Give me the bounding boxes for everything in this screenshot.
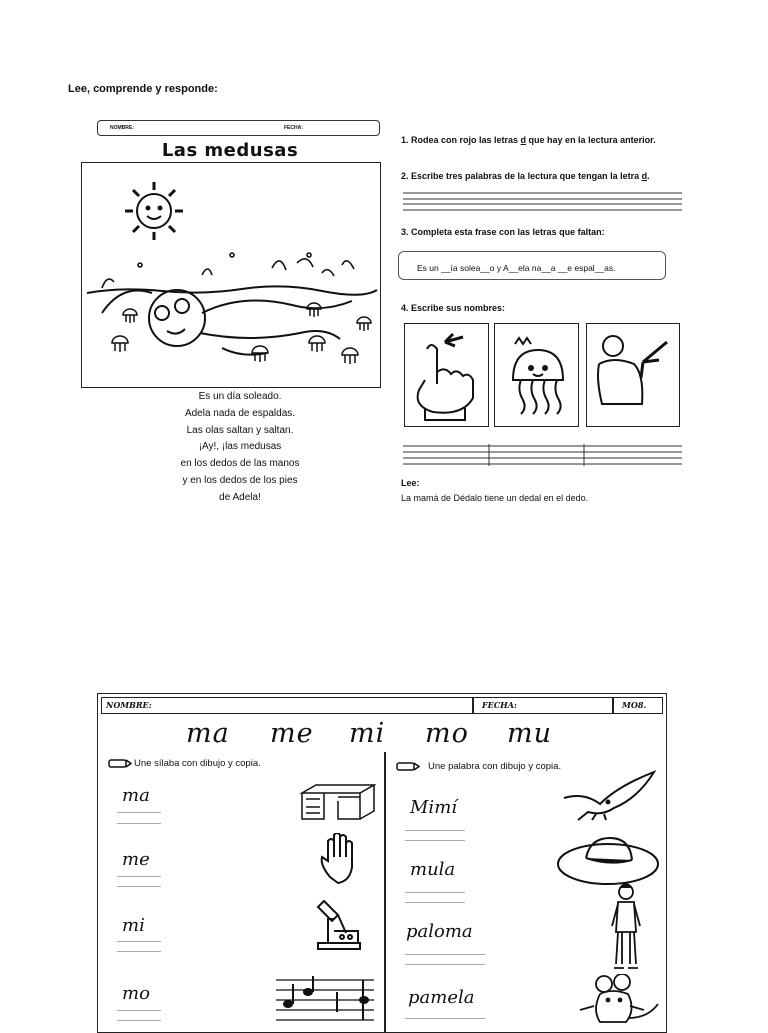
left-item-ma: ma (122, 785, 150, 806)
name-label: NOMBRE: (106, 700, 152, 710)
question-1: 1. Rodea con rojo las letras d que hay en la lectura anterior. (401, 135, 656, 145)
syllable-mu: mu (507, 718, 552, 749)
name-date-bar (97, 120, 380, 136)
read-label: Lee: (401, 478, 420, 488)
finger-picture (404, 323, 489, 427)
date-label: FECHA: (482, 700, 517, 710)
name-label: NOMBRE: (110, 125, 134, 131)
shoulder-arrow-icon (587, 324, 679, 426)
worksheet-title: Las medusas (161, 140, 299, 161)
pencil-icon (396, 759, 420, 777)
poem-line: ¡Ay!, ¡las medusas (198, 441, 282, 453)
writing-lines-q2[interactable] (403, 191, 682, 211)
poem-line: de Adela! (219, 491, 261, 503)
shoulder-picture (586, 323, 680, 427)
sun-icon (125, 182, 183, 240)
poem-line: Adela nada de espaldas. (184, 407, 296, 419)
desk-icon (298, 783, 376, 826)
jellyfish-picture (494, 323, 579, 427)
syllable-ma: ma (186, 718, 230, 749)
syllable-mo: mo (425, 718, 469, 749)
right-item-mula: mula (410, 859, 456, 880)
poem-line: y en los dedos de los pies (182, 474, 298, 486)
music-notes-icon (276, 974, 374, 1029)
left-item-mi: mi (122, 915, 145, 936)
read-sentence: La mamá de Dédalo tiene un dedal en el dedo. (401, 493, 589, 503)
swimming-illustration (81, 162, 381, 388)
jellyfish-icon (495, 324, 578, 426)
fill-in-sentence[interactable]: Es un __ía solea__o y A__ela na__a __e espal__as. (398, 251, 666, 280)
girl-swimming-icon (102, 290, 352, 355)
right-item-pamela: pamela (408, 987, 475, 1008)
microscope-icon (314, 895, 366, 960)
left-item-mo: mo (122, 983, 150, 1004)
mouse-icon (574, 974, 666, 1029)
intro-instruction: Lee, comprende y responde: (68, 83, 218, 95)
poem-line: en los dedos de las manos (180, 458, 300, 470)
poem-line: Es un día soleado. (198, 391, 282, 402)
left-instruction: Une sílaba con dibujo y copia. (134, 758, 261, 769)
woman-icon (608, 882, 644, 979)
syllable-mi: mi (349, 718, 386, 749)
poem-text (150, 389, 330, 507)
column-divider (384, 752, 386, 1032)
question-2: 2. Escribe tres palabras de la lectura que tengan la letra d. (401, 171, 650, 181)
worksheet-code: MO8. (622, 700, 647, 710)
poem-line: Las olas saltan y saltan. (186, 424, 294, 436)
dove-icon (560, 768, 660, 827)
syllable-me: me (270, 718, 314, 749)
worksheet-header (101, 697, 663, 714)
right-item-paloma: paloma (406, 921, 473, 942)
writing-lines-q4[interactable] (403, 444, 682, 466)
question-4: 4. Escribe sus nombres: (401, 303, 506, 313)
right-instruction: Une palabra con dibujo y copia. (428, 761, 562, 772)
hand-icon (318, 833, 370, 892)
finger-icon (405, 324, 488, 426)
pencil-icon (108, 756, 132, 774)
question-3: 3. Completa esta frase con las letras que faltan: (401, 227, 605, 237)
date-label: FECHA: (284, 125, 303, 131)
left-item-me: me (122, 849, 150, 870)
right-item-mimi: Mimí (410, 797, 458, 818)
